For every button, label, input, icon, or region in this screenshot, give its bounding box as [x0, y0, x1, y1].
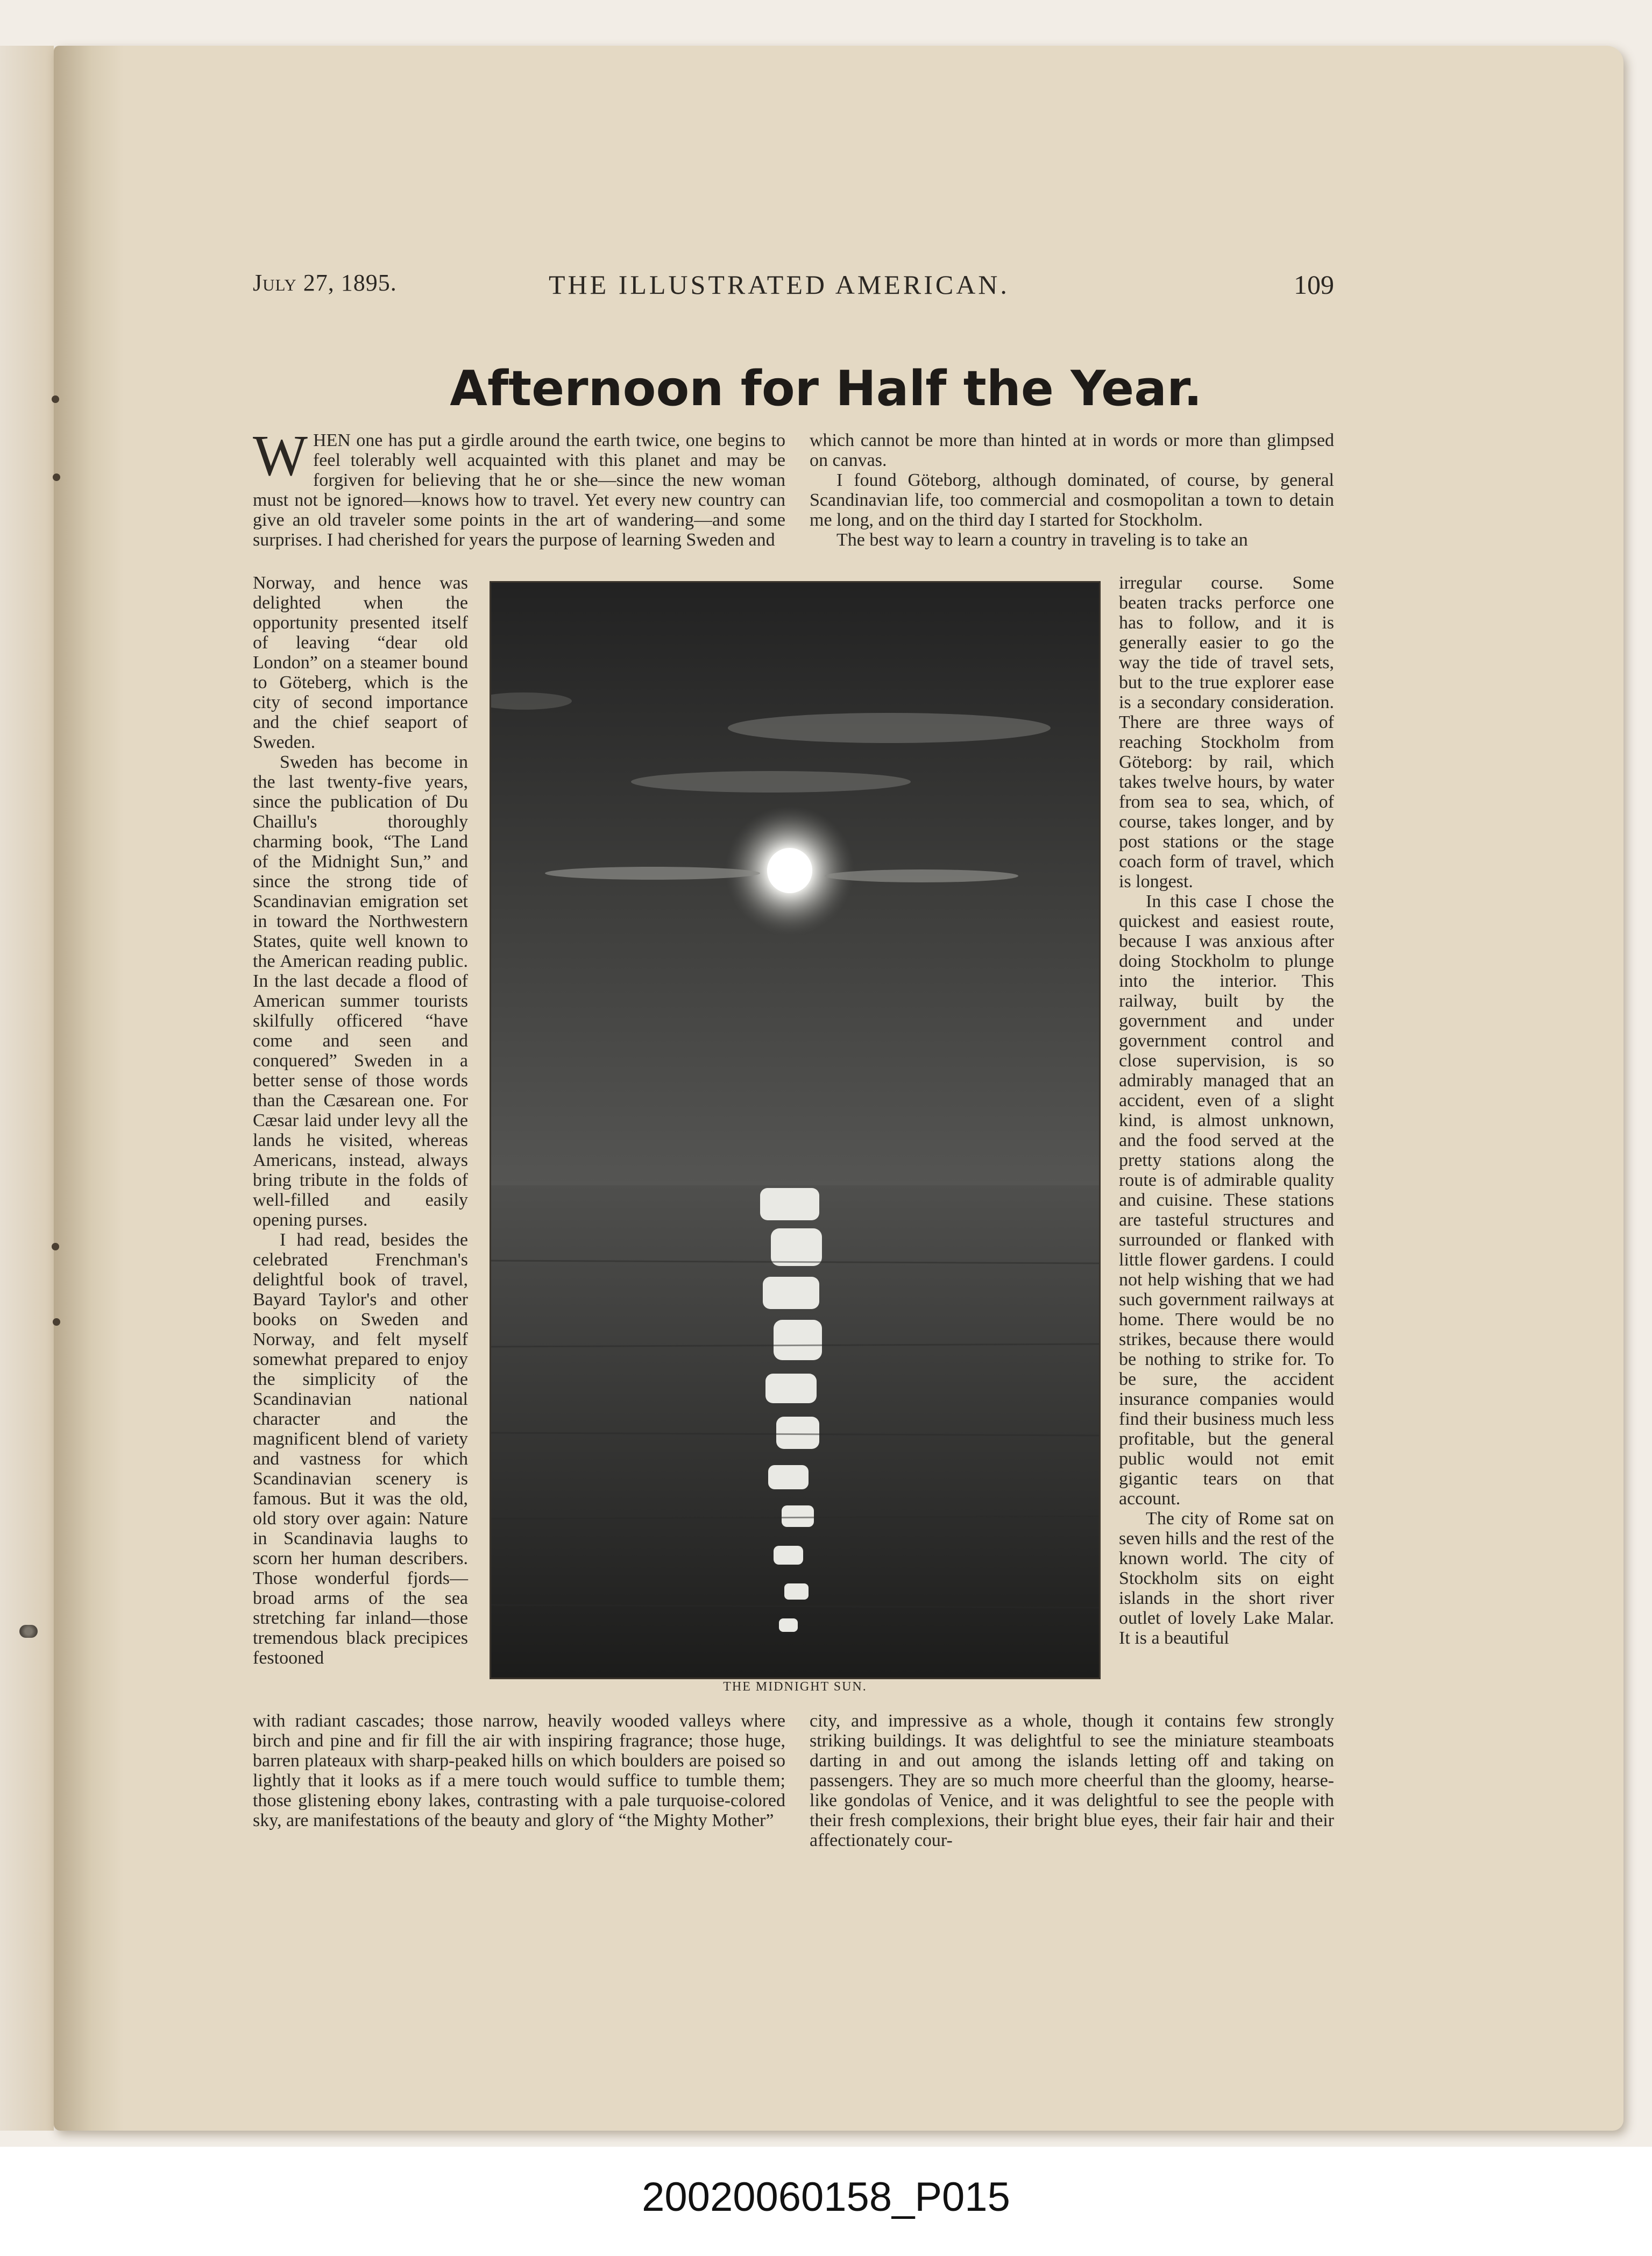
- previous-page-edge: [0, 46, 54, 2131]
- page-number: 109: [1294, 270, 1334, 300]
- binding-hole: [53, 473, 60, 481]
- column-1-bottom: [253, 1711, 785, 1830]
- catalog-id: 20020060158_P015: [642, 2174, 1010, 2220]
- column-1-narrow: [253, 573, 468, 1668]
- page-gutter: [54, 46, 124, 2131]
- paragraph: I had read, besides the celebrated Frenchman's delightful book of travel, Bayard Taylor's and other books on Sweden and Norway, and felt myself somewhat prepared to enjoy the simplicity of the Scandinavian national character and the magnificent blend of variety and vastness for which Scandinavian scenery is famous. But it was the old, old story over again: Nature in Scandinavia laughs to scorn her human describers. Those wonderful fjords—broad arms of the sea stretching far inland—those tremendous black precipices festooned: [253, 1230, 468, 1668]
- paragraph: which cannot be more than hinted at in words or more than glimpsed on canvas.: [810, 430, 1334, 470]
- staple: [19, 1625, 38, 1638]
- column-2-bottom: [810, 1711, 1334, 1850]
- issue-date: July 27, 1895.: [253, 270, 397, 296]
- opening-text: HEN one has put a girdle around the earth twice, one begins to feel tolerably well acquainted with this planet and may be forgiven for believing that he or she—since the new woman must not be ignored—knows how to travel. Yet every new country can give an old traveler some points in the art of wandering—and some surprises. I had cherished for years the purpose of learning Sweden and: [253, 430, 785, 550]
- paragraph: irregular course. Some beaten tracks perforce one has to follow, and it is generally easier to go the way the tide of travel sets, but to the true explorer ease is a secondary consideration. There are three ways of reaching Stockholm from Göteborg: by rail, which takes twelve hours, by water from sea to sea, which, of course, takes longer, and by post stations or the stage coach form of travel, which is longest.: [1119, 573, 1334, 892]
- binding-hole: [52, 1243, 59, 1250]
- photo-caption: THE MIDNIGHT SUN.: [723, 1680, 867, 1694]
- column-2-top: [810, 430, 1334, 550]
- paragraph: city, and impressive as a whole, though it contains few strongly striking buildings. It was delightful to see the miniature steamboats darting in and out among the islands letting off and taking on passengers. They are so much more cheerful than the gloomy, hearse-like gondolas of Venice, and it was delightful to see the people with their fresh complexions, their bright blue eyes, their fair hair and their affectionately cour-: [810, 1711, 1334, 1850]
- paragraph: I found Göteborg, although dominated, of course, by general Scandinavian life, too commercial and cosmopolitan a town to detain me long, and on the third day I started for Stockholm.: [810, 470, 1334, 530]
- paragraph: with radiant cascades; those narrow, heavily wooded valleys where birch and pine and fir fill the air with inspiring fragrance; those huge, barren plateaux with sharp-peaked hills on which boulders are poised so lightly that it looks as if a mere touch would suffice to tumble them; those glistening ebony lakes, contrasting with a pale turquoise-colored sky, are manifestations of the beauty and glory of “the Mighty Mother”: [253, 1711, 785, 1830]
- paragraph: Norway, and hence was delighted when the opportunity presented itself of leaving “dear old London” on a steamer bound to Göteberg, which is the city of second importance and the chief seaport of Sweden.: [253, 573, 468, 752]
- paragraph: The best way to learn a country in traveling is to take an: [836, 530, 1248, 550]
- column-1-top: [253, 424, 785, 550]
- article-title: Afternoon for Half the Year.: [450, 360, 1202, 417]
- column-2-narrow: [1119, 573, 1334, 1648]
- paragraph: The city of Rome sat on seven hills and the rest of the known world. The city of Stockholm sits on eight islands in the short river outlet of lovely Lake Malar. It is a beautiful: [1119, 1509, 1334, 1648]
- opening-paragraph: [253, 424, 785, 550]
- midnight-sun-photograph: [490, 581, 1101, 1679]
- drop-cap: W: [253, 424, 308, 488]
- paragraph: Sweden has become in the last twenty-five years, since the publication of Du Chaillu's thoroughly charming book, “The Land of the Midnight Sun,” and since the strong tide of Scandinavian emigration set in toward the Northwestern States, quite well known to the American reading public. In the last decade a flood of American summer tourists skilfully officered “have come and seen and conquered” Sweden in a better sense of those words than the Cæsarean one. For Cæsar laid under levy all the lands he visited, whereas Americans, instead, always bring tribute in the folds of well-filled and easily opening purses.: [253, 752, 468, 1230]
- paragraph: In this case I chose the quickest and easiest route, because I was anxious after doing Stockholm to plunge into the interior. This railway, built by the government and under government control and close supervision, is so admirably managed that an accident, even of a slight kind, is almost unknown, and the food served at the pretty stations along the route is of admirable quality and cuisine. These stations are tasteful structures and surrounded or flanked with little flower gardens. I could not help wishing that we had such government railways at home. There would be no strikes, because there would be nothing to strike for. To be sure, the accident insurance companies would find their business much less profitable, but the general public would not emit gigantic tears on that account.: [1119, 892, 1334, 1509]
- binding-hole: [53, 1318, 60, 1326]
- publication-title: THE ILLUSTRATED AMERICAN.: [549, 270, 1010, 300]
